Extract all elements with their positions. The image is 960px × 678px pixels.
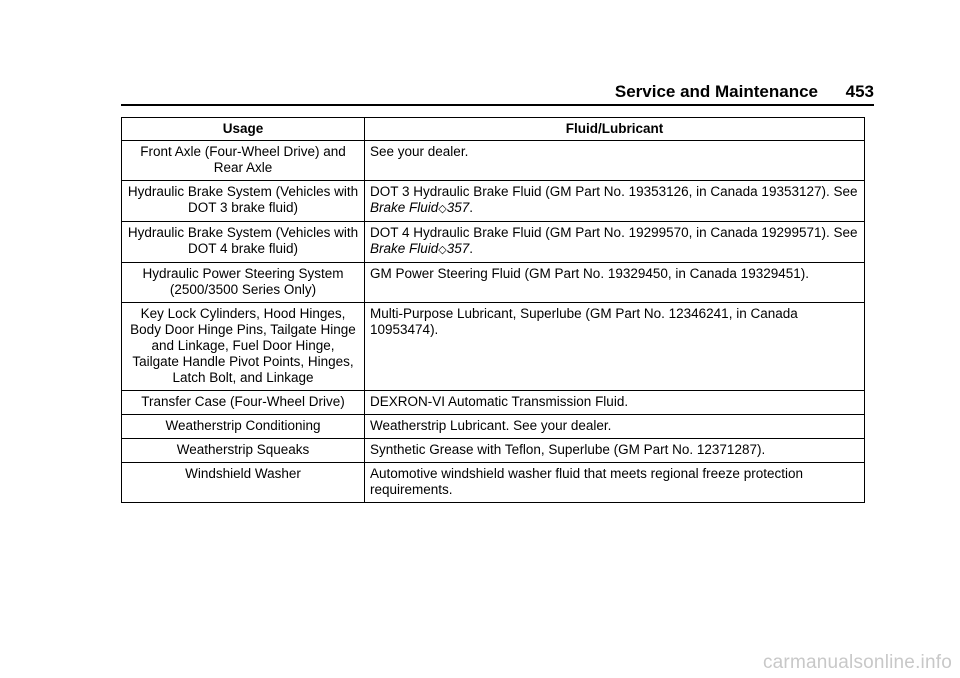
usage-cell: Transfer Case (Four-Wheel Drive)	[122, 391, 365, 415]
usage-cell: Windshield Washer	[122, 463, 365, 503]
usage-cell: Weatherstrip Conditioning	[122, 415, 365, 439]
usage-cell: Hydraulic Brake System (Vehicles with DOT 3 brake fluid)	[122, 181, 365, 222]
usage-cell: Front Axle (Four-Wheel Drive) and Rear Axle	[122, 141, 365, 181]
page-header	[121, 82, 874, 106]
fluid-text-end: .	[469, 200, 474, 215]
page-reference-icon: ◇	[438, 244, 447, 256]
page-number: 453	[845, 82, 874, 101]
fluid-cell: Weatherstrip Lubricant. See your dealer.	[365, 415, 865, 439]
column-header-fluid: Fluid/Lubricant	[365, 118, 865, 141]
table-row	[122, 415, 865, 439]
fluids-lubricants-table	[121, 117, 865, 503]
table-row	[122, 391, 865, 415]
table-row	[122, 303, 865, 391]
fluid-text: DOT 3 Hydraulic Brake Fluid (GM Part No. 19353126, in Canada 19353127). See	[370, 184, 858, 199]
fluid-text: DOT 4 Hydraulic Brake Fluid (GM Part No. 19299570, in Canada 19299571). See	[370, 225, 858, 240]
watermark: carmanualsonline.info	[762, 652, 952, 673]
table-header-row	[122, 118, 865, 141]
cross-reference-page[interactable]: 357	[446, 241, 470, 256]
table-row	[122, 439, 865, 463]
fluid-cell	[365, 222, 865, 263]
table-row	[122, 141, 865, 181]
cross-reference-link[interactable]: Brake Fluid	[370, 200, 439, 215]
fluid-cell	[365, 181, 865, 222]
fluid-cell: GM Power Steering Fluid (GM Part No. 19329450, in Canada 19329451).	[365, 263, 865, 303]
usage-cell: Hydraulic Power Steering System (2500/3500 Series Only)	[122, 263, 365, 303]
section-title: Service and Maintenance	[614, 82, 818, 101]
table-row	[122, 222, 865, 263]
usage-cell: Weatherstrip Squeaks	[122, 439, 365, 463]
column-header-usage: Usage	[122, 118, 365, 141]
fluid-cell: Multi-Purpose Lubricant, Superlube (GM Part No. 12346241, in Canada 10953474).	[365, 303, 865, 391]
table-row	[122, 463, 865, 503]
fluid-cell: Automotive windshield washer fluid that meets regional freeze protection requirements.	[365, 463, 865, 503]
table-row	[122, 263, 865, 303]
usage-cell: Key Lock Cylinders, Hood Hinges, Body Door Hinge Pins, Tailgate Hinge and Linkage, Fuel Door Hinge, Tailgate Handle Pivot Points, Hinges, Latch Bolt, and Linkage	[122, 303, 365, 391]
fluid-text-end: .	[469, 241, 474, 256]
table-row	[122, 181, 865, 222]
cross-reference-page[interactable]: 357	[446, 200, 470, 215]
fluid-cell: Synthetic Grease with Teflon, Superlube (GM Part No. 12371287).	[365, 439, 865, 463]
fluid-cell: See your dealer.	[365, 141, 865, 181]
fluid-cell: DEXRON-VI Automatic Transmission Fluid.	[365, 391, 865, 415]
usage-cell: Hydraulic Brake System (Vehicles with DOT 4 brake fluid)	[122, 222, 365, 263]
cross-reference-link[interactable]: Brake Fluid	[370, 241, 439, 256]
page-reference-icon: ◇	[438, 203, 447, 215]
